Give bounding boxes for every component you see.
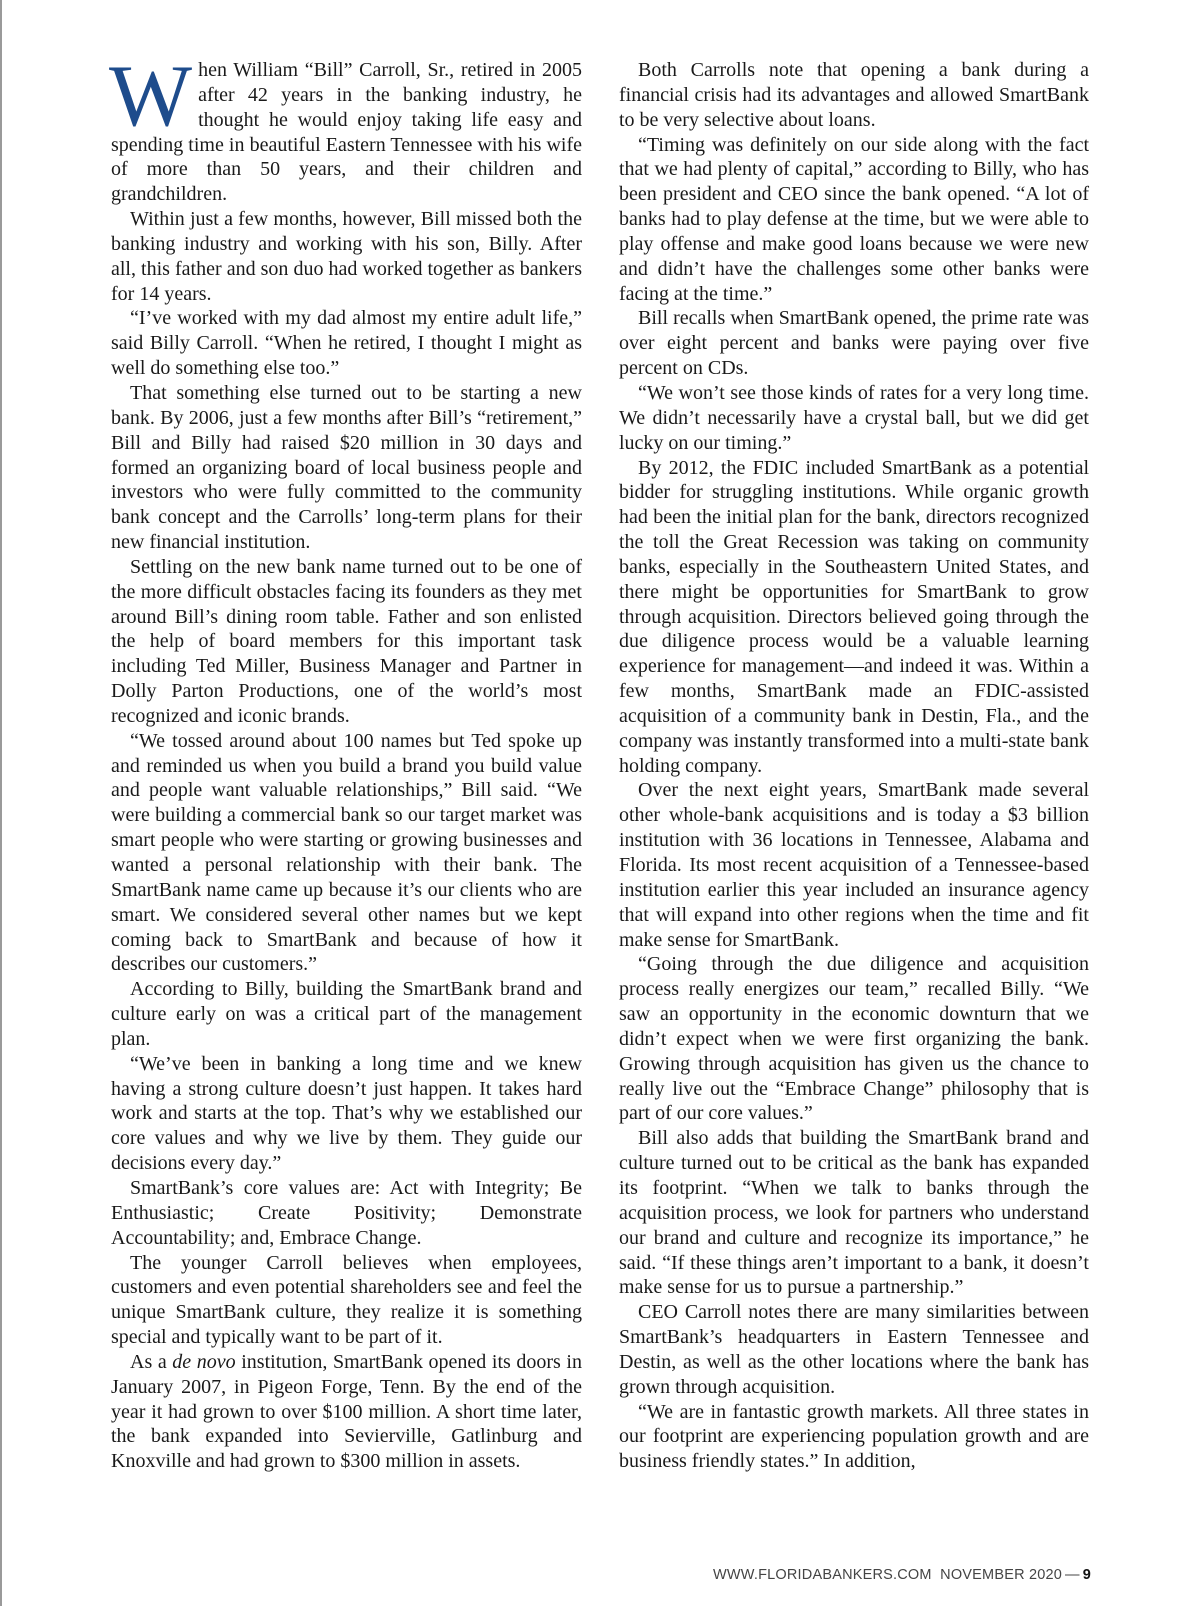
article-paragraph: “Going through the due diligence and acquisition process really energizes our team,” recalled Billy. “We saw an opportunity in the economic downturn that we didn’t expect when we were first organizing the bank. Growing through acquisition has given us the chance to really live out the “Embrace Change” philosophy that is part of our core values.” [619, 953, 1089, 1125]
footer-separator: — [1065, 1567, 1080, 1583]
article-paragraph: Bill recalls when SmartBank opened, the prime rate was over eight percent and banks were paying over five percent on CDs. [619, 307, 1089, 380]
paragraph-text: As a [130, 1350, 173, 1373]
article-paragraph [109, 48, 582, 207]
article-paragraph: “I’ve worked with my dad almost my entire adult life,” said Billy Carroll. “When he retired, I thought I might as well do something else too.” [111, 307, 582, 380]
article-paragraph: CEO Carroll notes there are many similarities between SmartBank’s headquarters in Eastern Tennessee and Destin, as well as the other locations where the bank has grown through acquisition. [619, 1301, 1089, 1398]
italic-term: de novo [172, 1350, 236, 1373]
article-paragraph: “We’ve been in banking a long time and we knew having a strong culture doesn’t just happen. It takes hard work and starts at the top. That’s why we established our core values and why we live by them. They guide our decisions every day.” [111, 1052, 582, 1175]
paragraph-text: institution, SmartBank opened its doors in January 2007, in Pigeon Forge, Tenn. By the end of the year it had grown to over $100 million. A short time later, the bank expanded into Sevierville, Gatlinburg and Knoxville and had grown to $300 million in assets. [111, 1350, 582, 1473]
page-footer [700, 1567, 1091, 1583]
article-paragraph [111, 1350, 582, 1474]
article-paragraph: “Timing was definitely on our side along with the fact that we had plenty of capital,” according to Billy, who has been president and CEO since the bank opened. “A lot of banks had to play defense at the time, but we were able to play offense and make good loans because we were new and didn’t have the challenges some other banks were facing at the time.” [619, 133, 1089, 305]
article-paragraph: SmartBank’s core values are: Act with Integrity; Be Enthusiastic; Create Positivity; Demonstrate Accountability; and, Embrace Change. [111, 1176, 582, 1249]
article-paragraph: Within just a few months, however, Bill missed both the banking industry and working with his son, Billy. After all, this father and son duo had worked together as bankers for 14 years. [111, 208, 582, 305]
article-paragraph: Bill also adds that building the SmartBank brand and culture turned out to be critical as the bank has expanded its footprint. “When we talk to banks through the acquisition process, we look for partners who understand our brand and culture and recognize its importance,” he said. “If these things aren’t important to a bank, it doesn’t make sense for us to pursue a partnership.” [619, 1127, 1089, 1299]
article-paragraph: By 2012, the FDIC included SmartBank as a potential bidder for struggling institutions. While organic growth had been the initial plan for the bank, directors recognized the toll the Great Recession was taking on community banks, especially in the Southeastern United States, and there might be opportunities for SmartBank to grow through acquisition. Directors believed going through the due diligence process would be a valuable learning experience for management—and indeed it was. Within a few months, SmartBank made an FDIC-assisted acquisition of a community bank in Destin, Fla., and the company was instantly transformed into a multi-state bank holding company. [619, 456, 1089, 777]
paragraph-text: hen William “Bill” Carroll, Sr., retired in 2005 after 42 years in the banking industry, he thought he would enjoy taking life easy and spending time in beautiful Eastern Tennessee with his wife of more than 50 years, and their children and grandchildren. [111, 59, 582, 206]
article-paragraph: “We tossed around about 100 names but Ted spoke up and reminded us when you build a brand you build value and people want valuable relationships,” Bill said. “We were building a commercial bank so our target market was smart people who were starting or growing businesses and wanted a personal relationship with their bank. The SmartBank name came up because it’s our clients who are smart. We considered several other names but we kept coming back to SmartBank and because of how it describes our customers.” [111, 729, 582, 976]
page-edge-line [0, 0, 2, 1606]
article-paragraph: “We won’t see those kinds of rates for a very long time. We didn’t necessarily have a crystal ball, but we did get lucky on our timing.” [619, 381, 1089, 454]
article-paragraph: That something else turned out to be starting a new bank. By 2006, just a few months after Bill’s “retirement,” Bill and Billy had raised $20 million in 30 days and formed an organizing board of local business people and investors who were fully committed to the community bank concept and the Carrolls’ long-term plans for their new financial institution. [111, 381, 582, 554]
article-paragraph: Over the next eight years, SmartBank made several other whole-bank acquisitions and is today a $3 billion institution with 36 locations in Tennessee, Alabama and Florida. Its most recent acquisition of a Tennessee-based institution earlier this year included an insurance agency that will expand into other regions when the time and fit make sense for SmartBank. [619, 779, 1089, 951]
article-paragraph: The younger Carroll believes when employees, customers and even potential shareholders see and feel the unique SmartBank culture, they realize it is something special and typically want to be part of it. [111, 1251, 582, 1349]
drop-cap: W [109, 48, 193, 145]
article-paragraph: Settling on the new bank name turned out to be one of the more difficult obstacles facing its founders as they met around Bill’s dining room table. Father and son enlisted the help of board members for this important task including Ted Miller, Business Manager and Partner in Dolly Parton Productions, one of the world’s most recognized and iconic brands. [111, 555, 582, 727]
article-column-left [109, 48, 582, 1474]
footer-website: WWW.FLORIDABANKERS.COM [713, 1567, 932, 1583]
page-number: 9 [1082, 1567, 1091, 1583]
article-paragraph: Both Carrolls note that opening a bank during a financial crisis had its advantages and allowed SmartBank to be very selective about loans. [619, 59, 1089, 131]
article-column-right [619, 58, 1089, 1474]
footer-issue-date: NOVEMBER 2020 [940, 1567, 1063, 1583]
article-paragraph: “We are in fantastic growth markets. All three states in our footprint are experiencing population growth and are business friendly states.” In addition, [619, 1400, 1089, 1473]
article-paragraph: According to Billy, building the SmartBank brand and culture early on was a critical part of the management plan. [111, 978, 582, 1050]
